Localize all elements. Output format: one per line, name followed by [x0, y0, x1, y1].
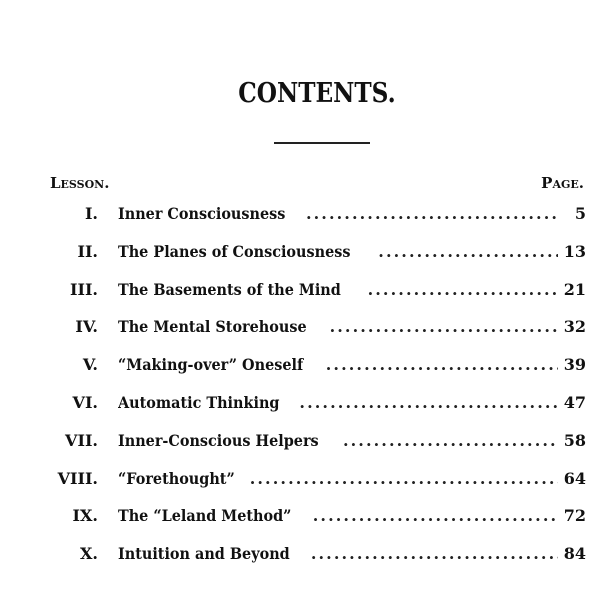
dot-leader	[250, 469, 558, 488]
page-number: 21	[563, 279, 586, 299]
toc-entry[interactable]	[0, 313, 600, 351]
lesson-title: The Planes of Consciousness	[118, 241, 351, 261]
toc-entry[interactable]	[0, 540, 600, 578]
dot-leader	[311, 544, 558, 563]
toc-entry[interactable]	[0, 389, 600, 427]
lesson-column-heading: Lesson.	[50, 174, 110, 192]
dot-leader	[313, 506, 558, 525]
page-number: 13	[563, 241, 586, 261]
lesson-number: II.	[77, 241, 98, 261]
lesson-title: Automatic Thinking	[118, 392, 280, 412]
dot-leader	[326, 355, 558, 374]
lesson-number: VIII.	[57, 468, 98, 488]
toc-entry[interactable]	[0, 238, 600, 276]
lesson-number: I.	[84, 204, 98, 223]
toc-entry[interactable]	[0, 427, 600, 465]
lesson-number: V.	[82, 355, 98, 375]
dot-leader	[299, 393, 557, 412]
lesson-number: VI.	[72, 392, 98, 412]
lesson-title: Inner Consciousness	[118, 204, 286, 223]
page-title: CONTENTS.	[238, 78, 396, 109]
dot-leader	[306, 204, 560, 223]
toc-entry[interactable]	[0, 351, 600, 389]
lesson-title: “Forethought”	[118, 468, 235, 488]
page-number: 84	[563, 544, 586, 564]
page-column-heading: Page.	[541, 174, 584, 192]
lesson-title: “Making-over” Oneself	[118, 355, 304, 375]
lesson-number: X.	[80, 544, 98, 564]
page-number: 32	[563, 317, 586, 337]
page-number: 5	[574, 204, 586, 223]
dot-leader	[343, 431, 558, 450]
toc-entry[interactable]	[0, 502, 600, 540]
dot-leader	[378, 242, 557, 261]
dot-leader	[368, 280, 558, 299]
lesson-title: The Mental Storehouse	[118, 317, 307, 337]
lesson-title: Intuition and Beyond	[118, 544, 290, 564]
lesson-number: IV.	[75, 317, 98, 337]
toc-entry[interactable]	[0, 276, 600, 314]
toc-entry[interactable]	[0, 465, 600, 503]
page-number: 72	[563, 506, 586, 526]
page-number: 64	[563, 468, 586, 488]
lesson-number: VII.	[65, 430, 98, 450]
contents-list	[0, 200, 600, 578]
lesson-number: IX.	[72, 506, 98, 526]
lesson-title: The “Leland Method”	[118, 506, 292, 526]
lesson-title: Inner-Conscious Helpers	[118, 430, 319, 450]
dot-leader	[330, 317, 558, 336]
toc-entry[interactable]	[0, 200, 600, 238]
page-number: 47	[563, 392, 586, 412]
page-number: 39	[563, 355, 586, 375]
lesson-number: III.	[69, 279, 98, 299]
title-rule	[274, 142, 370, 144]
lesson-title: The Basements of the Mind	[118, 279, 341, 299]
page-number: 58	[563, 430, 586, 450]
